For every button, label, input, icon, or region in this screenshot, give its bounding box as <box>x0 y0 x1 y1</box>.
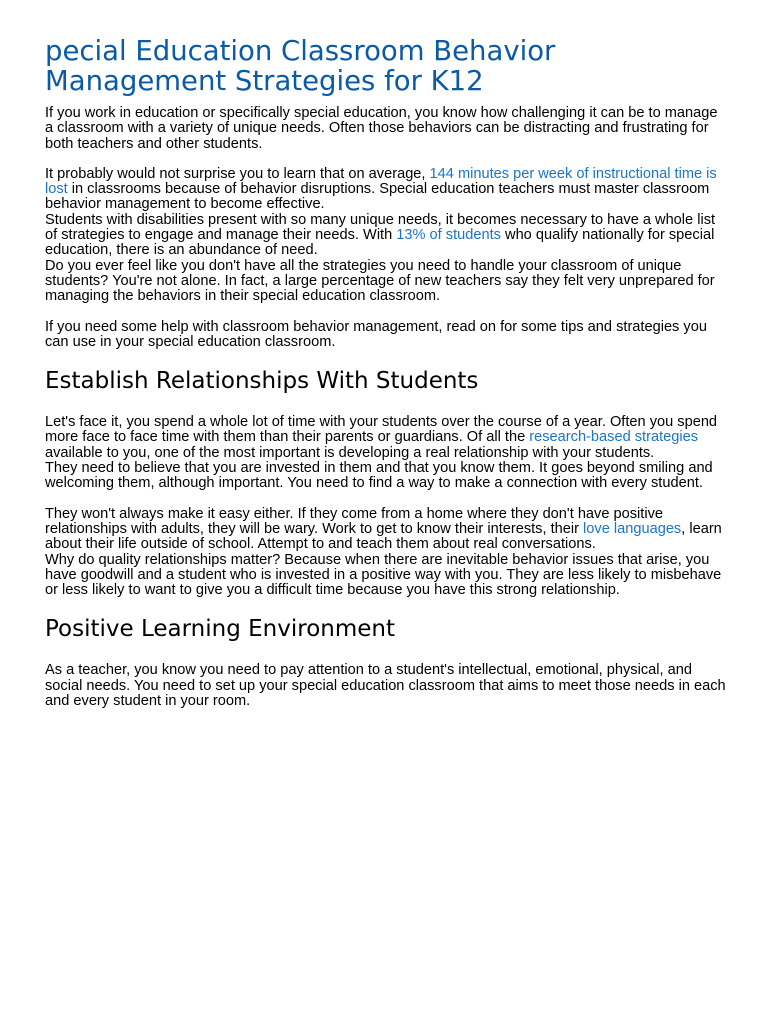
students-percent-link[interactable]: 13% of students <box>396 227 501 244</box>
intro-paragraph-2-text-b: in classrooms because of behavior disruptions. Special education teachers must master classroom behavior management to become effective. <box>45 181 710 213</box>
spacer <box>45 598 729 616</box>
intro-paragraph-1: If you work in education or specifically special education, you know how challenging it can be to manage a classroom with a variety of unique needs. Often those behaviors can be distracting and frustrating for both teachers and other students. <box>45 105 718 152</box>
spacer <box>45 152 729 167</box>
research-based-strategies-link[interactable]: research-based strategies <box>529 429 699 446</box>
relationships-paragraph-2: They need to believe that you are invested in them and that you know them. It goes beyond smiling and welcoming them, although important. You need to find a way to make a connection with every student. <box>45 460 713 492</box>
intro-paragraph-5: If you need some help with classroom behavior management, read on for some tips and strategies you can use in your special education classroom. <box>45 318 707 350</box>
intro-paragraph-2 <box>45 167 729 213</box>
spacer <box>45 305 729 320</box>
intro-paragraph-3-text-b: who qualify nationally for special education, there is an abundance of need. <box>45 227 715 259</box>
spacer <box>45 350 729 368</box>
spacer <box>45 492 729 507</box>
relationships-paragraph-3 <box>45 507 729 553</box>
document-page <box>45 36 729 709</box>
page-title: pecial Education Classroom Behavior Management Strategies for K12 <box>45 35 556 97</box>
section-heading-environment: Positive Learning Environment <box>45 616 395 643</box>
relationships-paragraph-3-text-a: They won't always make it easy either. If they come from a home where they don't have positive relationships with adults, they will be wary. Work to get to know their interests, their <box>45 505 663 537</box>
environment-paragraph-1: As a teacher, you know you need to pay attention to a student's intellectual, emotional, physical, and social needs. You need to set up your special education classroom that aims to meet those needs in each and every student in your room. <box>45 662 726 710</box>
relationships-paragraph-1-text-b: available to you, one of the most important is developing a real relationship with your students. <box>45 444 655 461</box>
relationships-paragraph-3-text-b: , learn about their life outside of school. Attempt to and teach them about real conversations. <box>45 520 722 553</box>
intro-paragraph-4: Do you ever feel like you don't have all the strategies you need to handle your classroom of unique students? You're not alone. In fact, a large percentage of new teachers say they felt very unprepared for managing the behaviors in their special education classroom. <box>45 257 715 305</box>
love-languages-link[interactable]: love languages <box>583 520 682 537</box>
section-heading-relationships: Establish Relationships With Students <box>45 368 479 395</box>
intro-paragraph-2-text-a: It probably would not surprise you to learn that on average, <box>45 165 430 182</box>
intro-paragraph-3 <box>45 213 729 259</box>
intro-paragraph-3-text-a: Students with disabilities present with so many unique needs, it becomes necessary to have a whole list of strategies to engage and manage their needs. With <box>45 211 716 244</box>
relationships-paragraph-4: Why do quality relationships matter? Because when there are inevitable behavior issues that arise, you have goodwill and a student who is invested in a positive way with you. They are less likely to misbehave or less likely to want to give you a difficult time because you have this strong relationship. <box>45 551 722 599</box>
relationships-paragraph-1-text-a: Let's face it, you spend a whole lot of time with your students over the course of a year. Often you spend more face to face time with them than their parents or guardians. Of all the <box>45 414 718 446</box>
instructional-time-link[interactable]: 144 minutes per week of instructional time is lost <box>45 165 717 198</box>
relationships-paragraph-1 <box>45 415 729 461</box>
